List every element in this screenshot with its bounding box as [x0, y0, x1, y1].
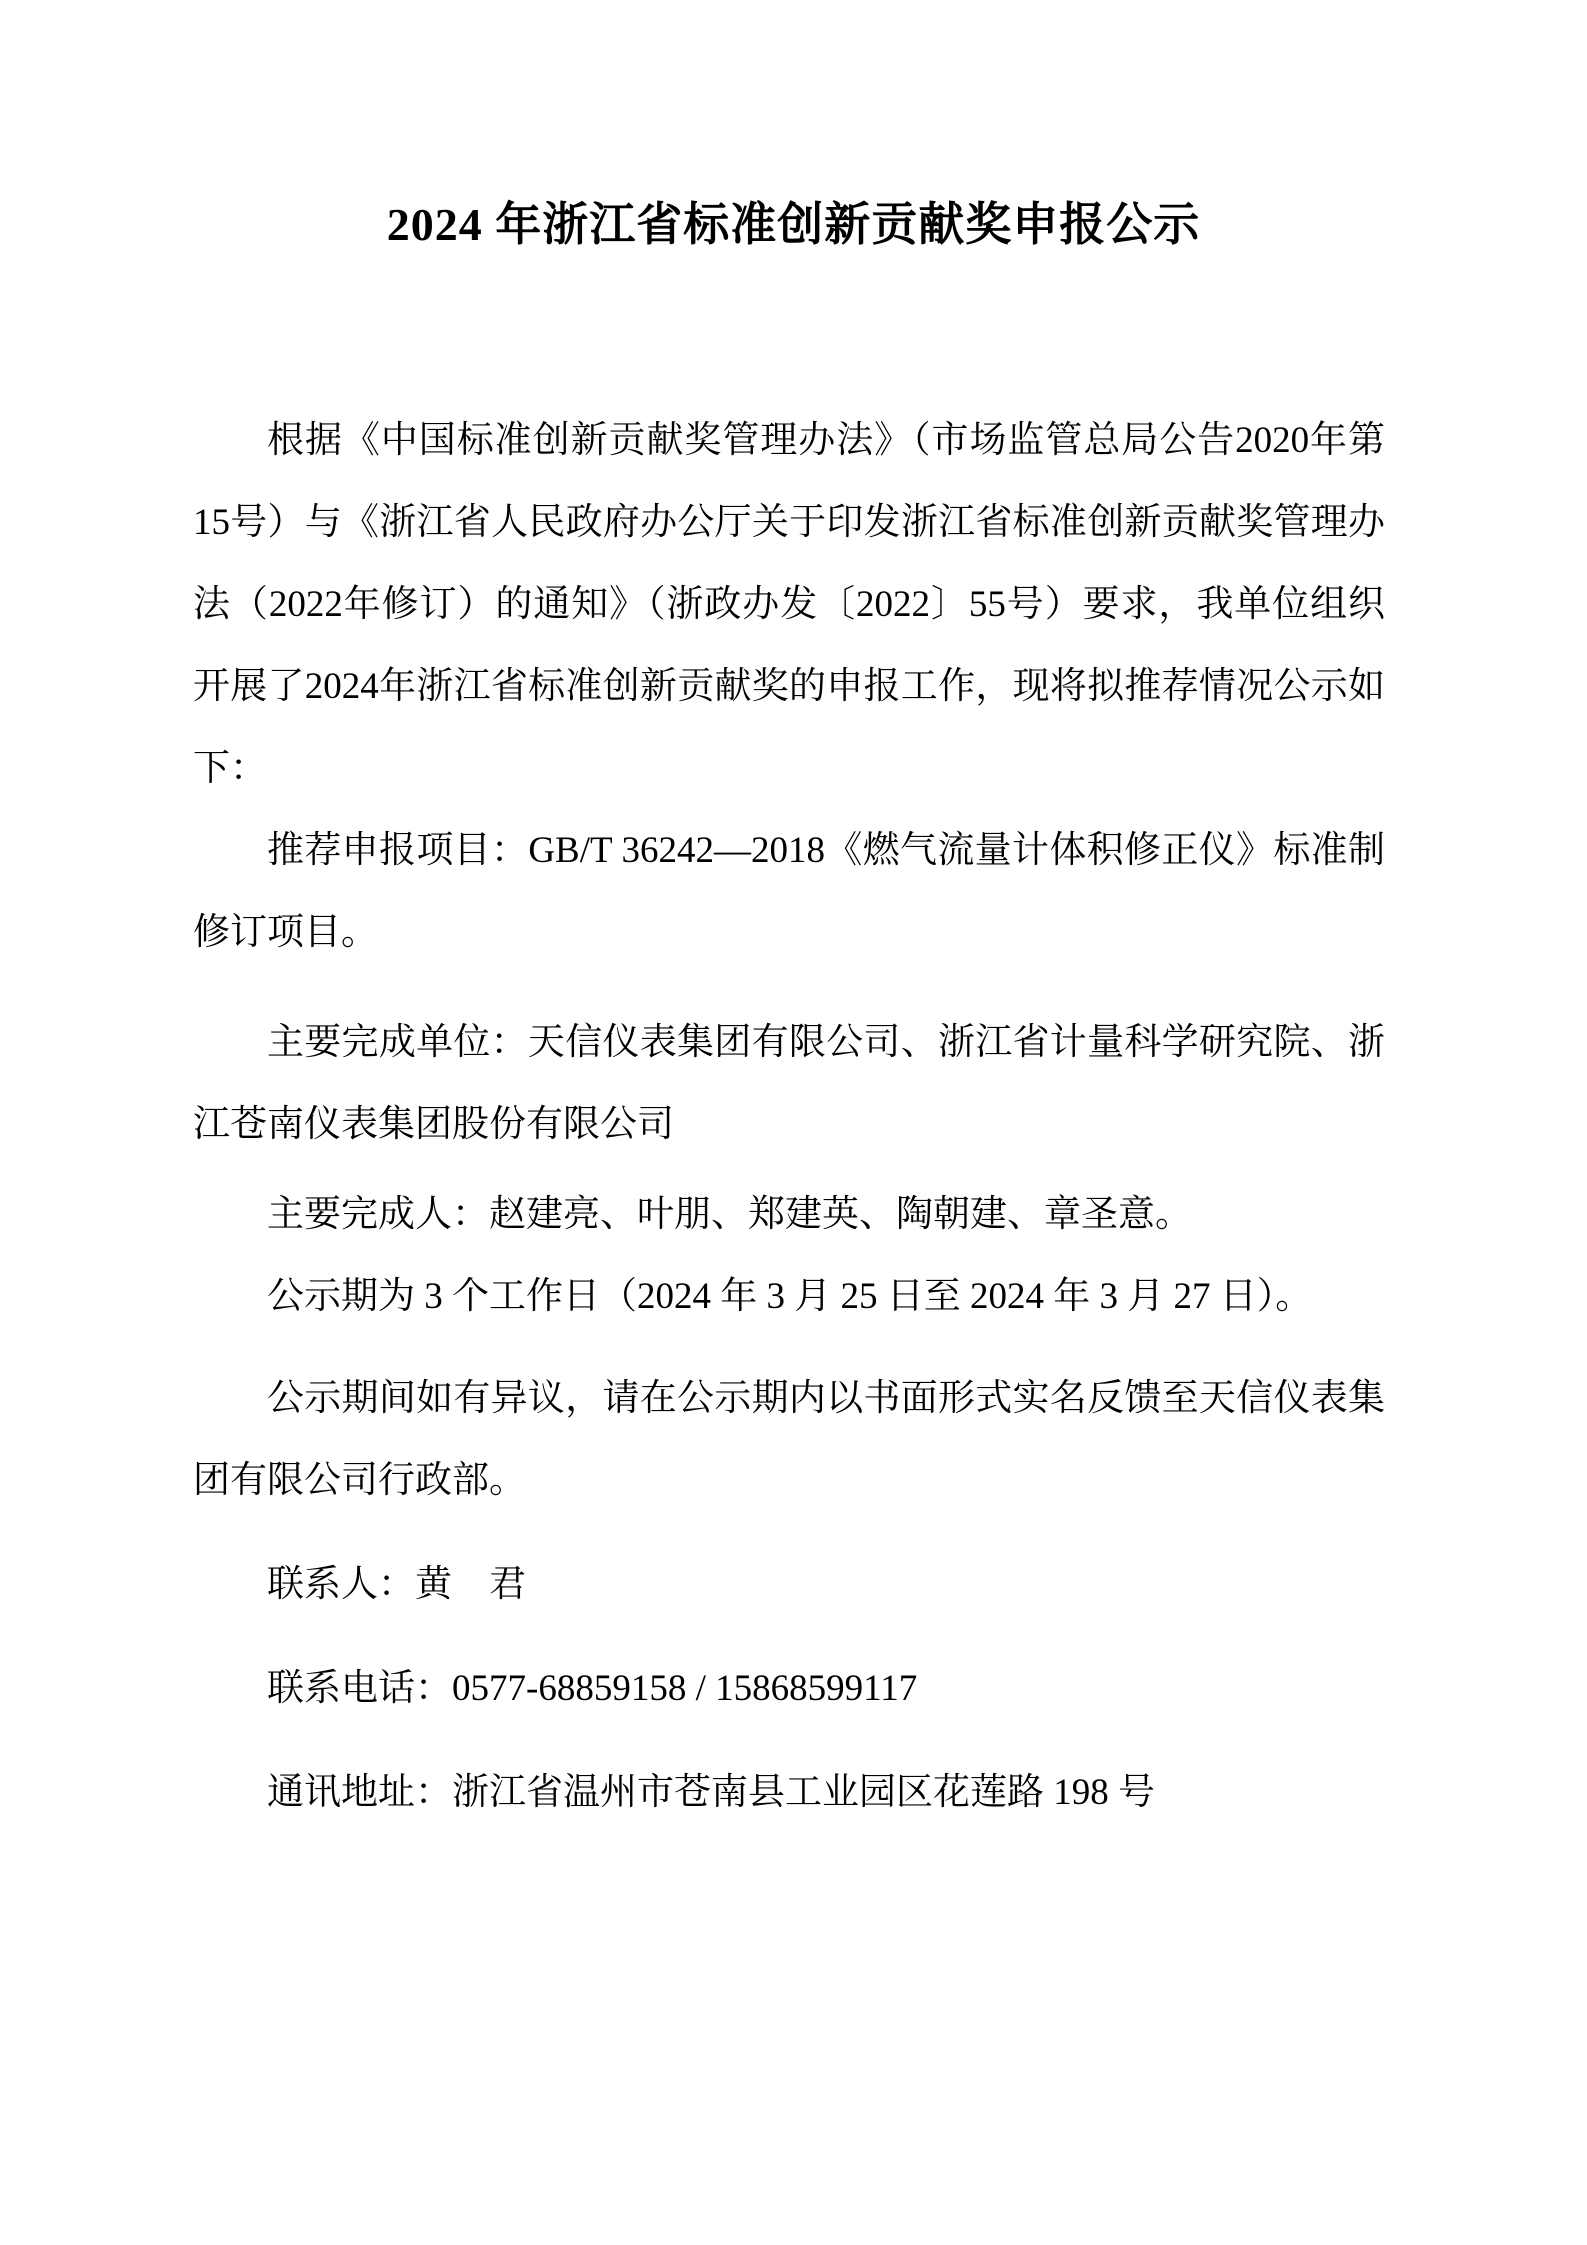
text-line: 江苍南仪表集团股份有限公司 — [193, 1104, 674, 1145]
text-line: 团有限公司行政部。 — [193, 1460, 526, 1501]
paragraph-address — [193, 1752, 1385, 1834]
text-line: 联系电话：0577-68859158 / 15868599117 — [267, 1668, 918, 1709]
text-line: 修订项目。 — [193, 912, 378, 953]
text-line: 15号）与《浙江省人民政府办公厅关于印发浙江省标准创新贡献奖管理办 — [193, 502, 1385, 543]
document-title: 2024 年浙江省标准创新贡献奖申报公示 — [386, 199, 1201, 250]
document-body — [193, 400, 1385, 1834]
text-line: 通讯地址：浙江省温州市苍南县工业园区花莲路 198 号 — [267, 1772, 1155, 1813]
text-line: 联系人：黄 君 — [267, 1564, 526, 1605]
paragraph-contact — [193, 1544, 1385, 1626]
text-line: 主要完成单位：天信仪表集团有限公司、浙江省计量科学研究院、浙 — [267, 1022, 1385, 1063]
paragraph-objection — [193, 1358, 1385, 1522]
text-line: 法（2022年修订）的通知》（浙政办发〔2022〕55号）要求，我单位组织 — [193, 584, 1385, 625]
text-line: 推荐申报项目：GB/T 36242—2018《燃气流量计体积修正仪》标准制 — [267, 830, 1385, 871]
paragraph-phone — [193, 1648, 1385, 1730]
text-line: 开展了2024年浙江省标准创新贡献奖的申报工作，现将拟推荐情况公示如 — [193, 666, 1385, 707]
paragraph-intro — [193, 400, 1385, 810]
text-line: 根据《中国标准创新贡献奖管理办法》（市场监管总局公告2020年第 — [267, 420, 1385, 461]
paragraph-period — [193, 1256, 1385, 1338]
text-line: 公示期为 3 个工作日（2024 年 3 月 25 日至 2024 年 3 月 27 日）。 — [267, 1276, 1313, 1317]
text-line: 主要完成人：赵建亮、叶朋、郑建英、陶朝建、章圣意。 — [267, 1194, 1192, 1235]
text-line: 公示期间如有异议，请在公示期内以书面形式实名反馈至天信仪表集 — [267, 1378, 1385, 1419]
paragraph-project — [193, 810, 1385, 974]
text-line: 下： — [193, 748, 267, 789]
paragraph-units — [193, 1002, 1385, 1166]
paragraph-persons — [193, 1174, 1385, 1256]
